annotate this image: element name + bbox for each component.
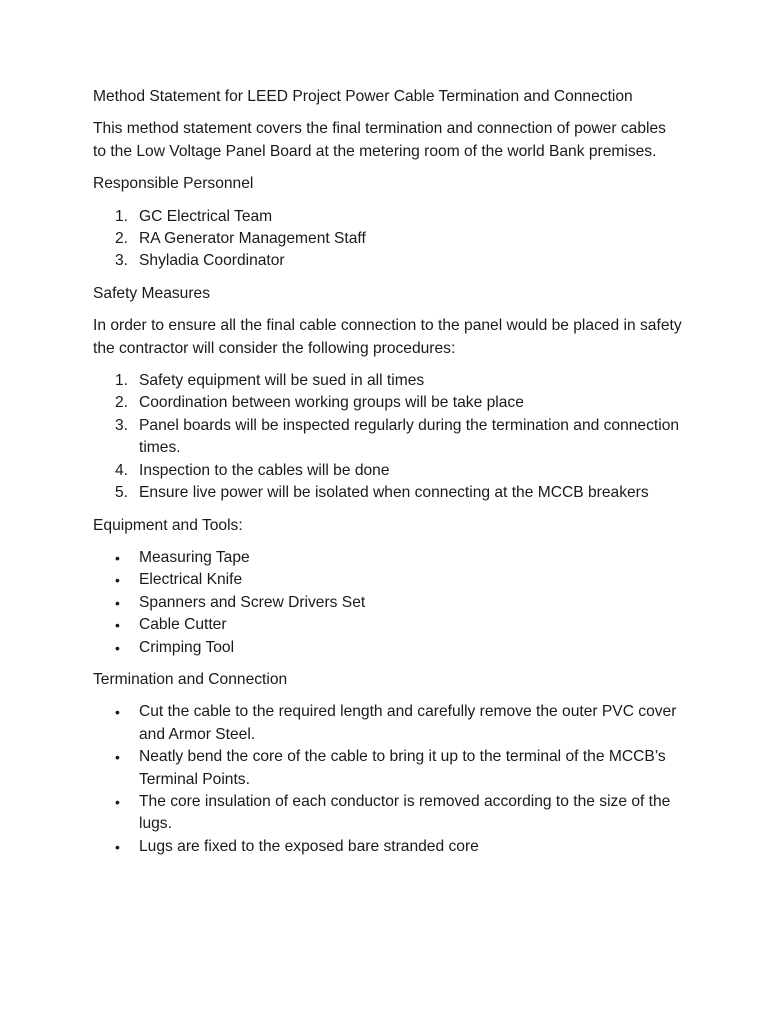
list-number: 3.: [115, 252, 129, 270]
responsible-personnel-list: [93, 206, 683, 273]
list-item: [93, 206, 683, 228]
list-item-text: Panel boards will be inspected regularly during the termination and connection times.: [139, 416, 680, 457]
safety-measures-paragraph: In order to ensure all the final cable connection to the panel would be placed in safety the contractor will consider the following procedures:: [93, 317, 682, 357]
bullet-icon: •: [115, 793, 120, 810]
list-item: [93, 746, 683, 791]
list-item-text: Shyladia Coordinator: [139, 252, 285, 270]
list-number: 1.: [115, 372, 129, 390]
list-item: [93, 614, 683, 636]
bullet-icon: •: [115, 639, 120, 656]
intro-paragraph: This method statement covers the final termination and connection of power cables to the Low Voltage Panel Board at the metering room of the world Bank premises.: [93, 120, 666, 160]
list-item-text: The core insulation of each conductor is removed according to the size of the lugs.: [139, 792, 671, 833]
list-item-text: RA Generator Management Staff: [139, 230, 366, 248]
list-item-text: Ensure live power will be isolated when connecting at the MCCB breakers: [139, 484, 649, 502]
document-body: [93, 86, 683, 868]
list-item-text: Safety equipment will be sued in all times: [139, 372, 425, 390]
list-item: [93, 592, 683, 614]
list-item: [93, 415, 683, 460]
section-heading-safety-measures: Safety Measures: [93, 284, 211, 302]
list-number: 2.: [115, 230, 129, 248]
list-item: [93, 460, 683, 482]
list-item: [93, 701, 683, 746]
bullet-icon: •: [115, 749, 120, 766]
list-number: 4.: [115, 461, 129, 479]
termination-and-connection-list: [93, 701, 683, 858]
list-item-text: Neatly bend the core of the cable to bring it up to the terminal of the MCCB’s Terminal Points.: [139, 748, 666, 788]
list-item-text: Lugs are fixed to the exposed bare stranded core: [139, 837, 479, 855]
list-item: [93, 637, 683, 659]
bullet-icon: •: [115, 617, 120, 634]
list-item-text: Electrical Knife: [139, 571, 243, 589]
list-item-text: Measuring Tape: [139, 548, 250, 566]
list-item-text: Coordination between working groups will be take place: [139, 394, 524, 412]
list-item: [93, 569, 683, 591]
list-item-text: Spanners and Screw Drivers Set: [139, 593, 366, 611]
bullet-icon: •: [115, 838, 120, 855]
list-item: [93, 547, 683, 569]
list-item: [93, 392, 683, 414]
list-item: [93, 370, 683, 392]
bullet-icon: •: [115, 572, 120, 589]
list-number: 5.: [115, 484, 129, 502]
list-item-text: Inspection to the cables will be done: [139, 461, 390, 479]
equipment-and-tools-list: [93, 547, 683, 659]
safety-measures-list: [93, 370, 683, 504]
list-number: 2.: [115, 394, 129, 412]
list-number: 3.: [115, 416, 129, 434]
section-heading-responsible-personnel: Responsible Personnel: [93, 175, 254, 193]
bullet-icon: •: [115, 594, 120, 611]
list-item-text: GC Electrical Team: [139, 207, 273, 225]
list-item: [93, 836, 683, 858]
list-item: [93, 482, 683, 504]
list-item: [93, 791, 683, 836]
list-item-text: Cut the cable to the required length and carefully remove the outer PVC cover and Armor Steel.: [139, 703, 677, 743]
list-number: 1.: [115, 207, 129, 225]
document-title: Method Statement for LEED Project Power Cable Termination and Connection: [93, 88, 633, 105]
bullet-icon: •: [115, 704, 120, 721]
list-item: [93, 228, 683, 250]
list-item-text: Cable Cutter: [139, 616, 227, 634]
section-heading-equipment-and-tools: Equipment and Tools:: [93, 516, 243, 534]
list-item: [93, 250, 683, 272]
section-heading-termination-and-connection: Termination and Connection: [93, 670, 288, 688]
bullet-icon: •: [115, 549, 120, 566]
list-item-text: Crimping Tool: [139, 638, 235, 656]
